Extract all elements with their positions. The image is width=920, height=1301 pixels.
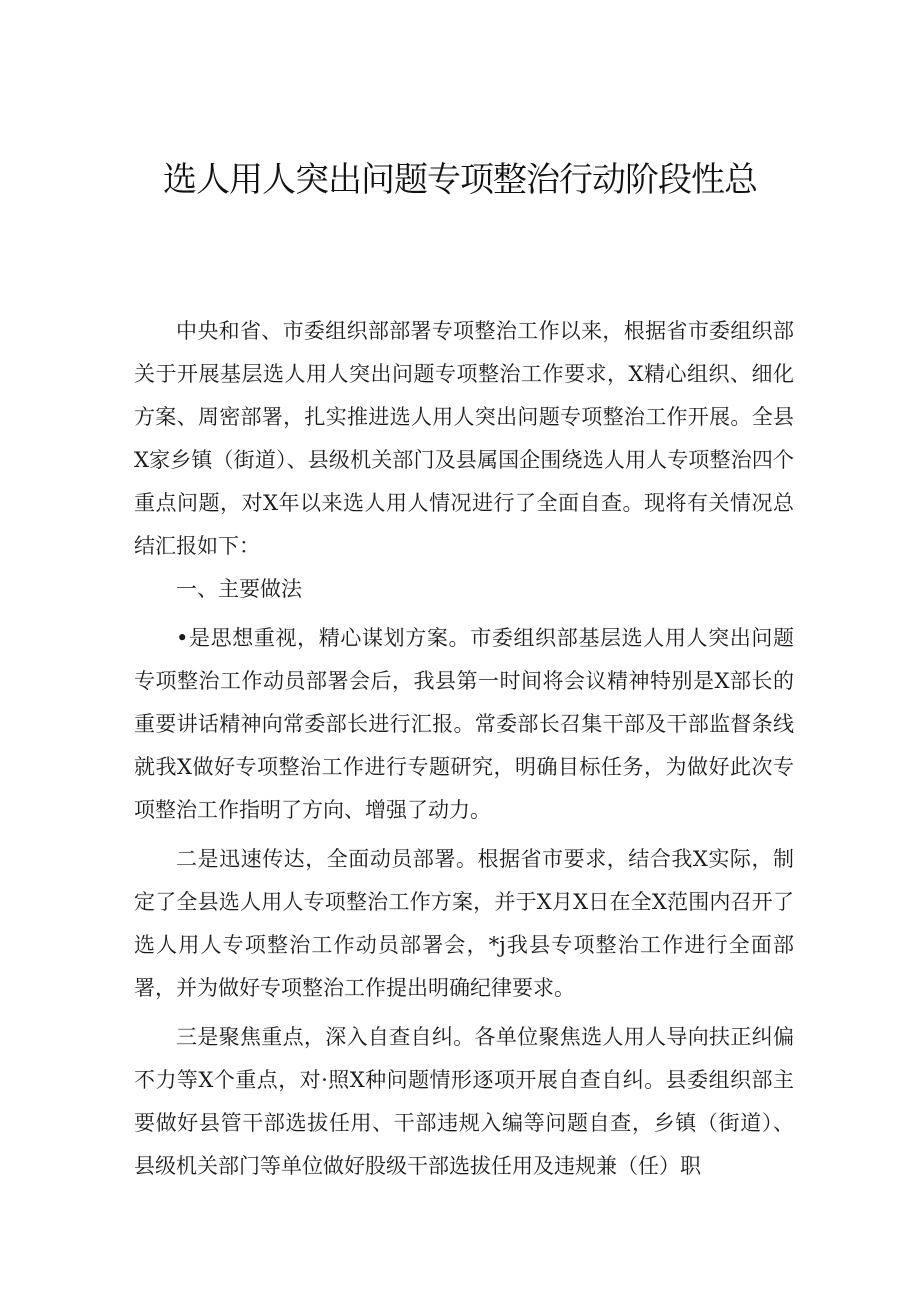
section-heading: 一、主要做法 [176,577,302,601]
paragraph-point-three: 三是聚焦重点，深入自查自纠。各单位聚焦选人用人导向扶正纠偏不力等X个重点，对·照X种问题情形逐项开展自查自纠。县委组织部主要做好县管干部选拔任用、干部违规入编等问题自查，乡镇（街道）、县级机关部门等单位做好股级干部选拔任用及违规兼（任）职 [134,1025,794,1178]
document-title: 选人用人突出问题专项整治行动阶段性总 [163,160,757,200]
document-body [134,310,794,1188]
paragraph-point-two: 二是迅速传达，全面动员部署。根据省市要求，结合我X实际，制定了全县选人用人专项整治工作方案，并于X月X日在全X范围内召开了选人用人专项整治工作动员部署会，*j我县专项整治工作进行全面部署，并为做好专项整治工作提出明确纪律要求。 [134,847,794,1000]
paragraph-point-one: •是思想重视，精心谋划方案。市委组织部基层选人用人突出问题专项整治工作动员部署会后，我县第一时间将会议精神特别是X部长的重要讲话精神向常委部长进行汇报。常委部长召集干部及干部监督条线就我X做好专项整治工作进行专题研究，明确目标任务，为做好此次专项整治工作指明了方向、增强了动力。 [134,626,794,822]
paragraph-intro: 中央和省、市委组织部部署专项整治工作以来，根据省市委组织部关于开展基层选人用人突出问题专项整治工作要求，X精心组织、细化方案、周密部署，扎实推进选人用人突出问题专项整治工作开展。全县X家乡镇（街道）、县级机关部门及县属国企围绕选人用人专项整治四个重点问题，对X年以来选人用人情况进行了全面自查。现将有关情况总结汇报如下： [134,319,794,558]
